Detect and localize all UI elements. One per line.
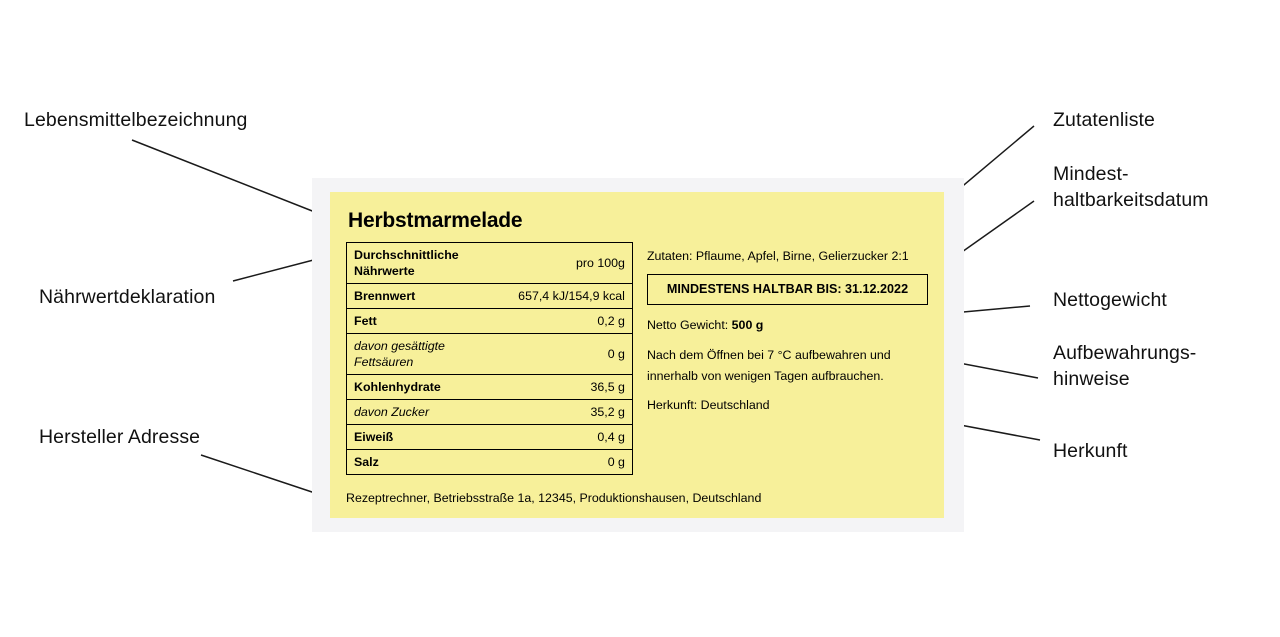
nutrition-row-key — [347, 400, 489, 425]
annotation-hersteller-adresse: Hersteller Adresse — [39, 426, 201, 448]
nutrition-row-key — [347, 309, 489, 334]
nutrition-row-value: pro 100g — [576, 256, 625, 270]
net-weight-label: Netto Gewicht: — [646, 318, 732, 332]
product-title: Herbstmarmelade — [348, 209, 523, 232]
nutrition-row — [347, 243, 633, 284]
nutrition-row — [347, 309, 633, 334]
best-before-label: MINDESTENS HALTBAR BIS — [666, 282, 838, 296]
nutrition-key-text: Durchschnittliche Nährwerte — [354, 248, 459, 278]
best-before-box — [647, 274, 928, 305]
annotation-naehrwertdeklaration: Nährwertdeklaration — [39, 286, 216, 308]
label-body — [346, 242, 928, 475]
annotation-aufbewahrungshinweise: Aufbewahrungs- hinweise — [1053, 342, 1197, 390]
arrow-lebensmittelbezeichnung — [132, 140, 325, 216]
annotation-nettogewicht: Nettogewicht — [1053, 289, 1167, 311]
annotation-herkunft: Herkunft — [1053, 440, 1128, 462]
nutrition-declaration-table — [346, 242, 633, 475]
net-weight-value: 500 g — [731, 318, 764, 332]
net-weight-line — [647, 317, 928, 334]
nutrition-row-key — [347, 334, 489, 375]
nutrition-row — [347, 334, 633, 375]
nutrition-row-value: 35,2 g — [488, 400, 632, 425]
nutrition-row-value: 0,2 g — [488, 309, 632, 334]
nutrition-key-text: davon gesättigte Fettsäuren — [354, 339, 445, 369]
nutrition-row — [347, 375, 633, 400]
annotation-zutatenliste: Zutatenliste — [1053, 109, 1156, 131]
nutrition-row — [347, 450, 633, 475]
nutrition-key-text: Salz — [354, 455, 379, 469]
nutrition-row-value: 657,4 kJ/154,9 kcal — [488, 284, 632, 309]
nutrition-row — [347, 400, 633, 425]
nutrition-key-text: Fett — [354, 314, 377, 328]
nutrition-row-key — [347, 450, 489, 475]
storage-instructions: Nach dem Öffnen bei 7 °C aufbewahren und innerhalb von wenigen Tagen aufbrauchen. — [646, 348, 891, 383]
ingredients-list: Zutaten: Pflaume, Apfel, Birne, Gelierzucker 2:1 — [646, 249, 909, 263]
nutrition-table-body — [347, 243, 633, 475]
nutrition-row — [347, 425, 633, 450]
nutrition-row-value: 0 g — [488, 334, 632, 375]
nutrition-key-text: Brennwert — [354, 289, 416, 303]
manufacturer-address: Rezeptrechner, Betriebsstraße 1a, 12345, Produktionshausen, Deutschland — [346, 491, 762, 505]
nutrition-row-key — [347, 284, 489, 309]
nutrition-row-value: 36,5 g — [488, 375, 632, 400]
nutrition-row-key — [347, 243, 489, 284]
nutrition-key-text: davon Zucker — [354, 405, 430, 419]
food-label-card — [330, 192, 944, 518]
label-outer-frame — [312, 178, 964, 532]
annotation-mindesthaltbarkeitsdatum: Mindest- haltbarkeitsdatum — [1053, 163, 1209, 211]
nutrition-row — [347, 284, 633, 309]
arrow-hersteller-adresse — [201, 455, 327, 497]
nutrition-row-value: 0,4 g — [488, 425, 632, 450]
nutrition-row-key — [347, 425, 489, 450]
label-info-column — [647, 242, 928, 414]
best-before-date: : 31.12.2022 — [837, 282, 909, 296]
nutrition-row-key — [347, 375, 489, 400]
nutrition-key-text: Kohlenhydrate — [354, 380, 441, 394]
nutrition-key-text: Eiweiß — [354, 430, 394, 444]
annotation-lebensmittelbezeichnung: Lebensmittelbezeichnung — [24, 109, 248, 131]
nutrition-row-value: 0 g — [488, 450, 632, 475]
origin-line: Herkunft: Deutschland — [646, 398, 770, 412]
